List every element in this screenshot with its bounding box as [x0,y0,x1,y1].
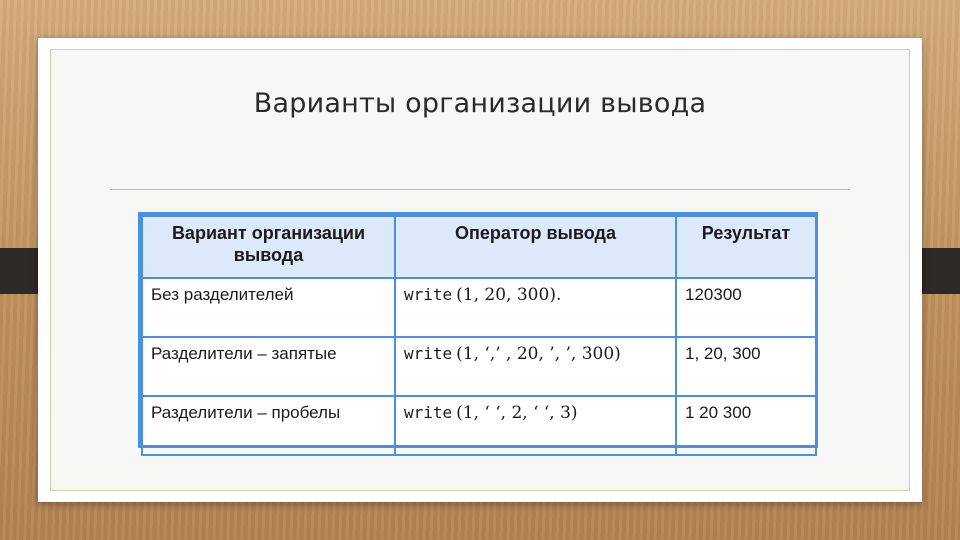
table-row [142,278,816,337]
operator-cell [395,396,676,455]
variant-cell: Разделители – пробелы [142,396,395,455]
operator-args: (1, ‘,’ , 20, ’, ’, 300) [456,344,621,364]
variant-cell: Разделители – запятые [142,337,395,396]
header-operator: Оператор вывода [395,216,676,278]
table-row [142,337,816,396]
variant-cell: Без разделителей [142,278,395,337]
operator-args: (1, ‘ ‘, 2, ‘ ‘, 3) [456,403,578,423]
table [141,215,817,456]
output-variants-table [138,212,818,448]
slide-title: Варианты организации вывода [253,88,707,119]
title-divider [110,189,850,190]
operator-keyword: write [404,403,453,422]
result-cell: 1 20 300 [676,396,816,455]
table-header-row [142,216,816,278]
table-row [142,396,816,455]
operator-keyword: write [404,344,453,363]
header-result: Результат [676,216,816,278]
left-side-tab [0,248,38,294]
result-cell: 1, 20, 300 [676,337,816,396]
result-cell: 120300 [676,278,816,337]
operator-args: (1, 20, 300). [456,285,562,305]
slide [38,38,922,502]
operator-cell [395,278,676,337]
header-variant: Вариант организации вывода [142,216,395,278]
operator-cell [395,337,676,396]
right-side-tab [922,248,960,294]
operator-keyword: write [404,285,453,304]
